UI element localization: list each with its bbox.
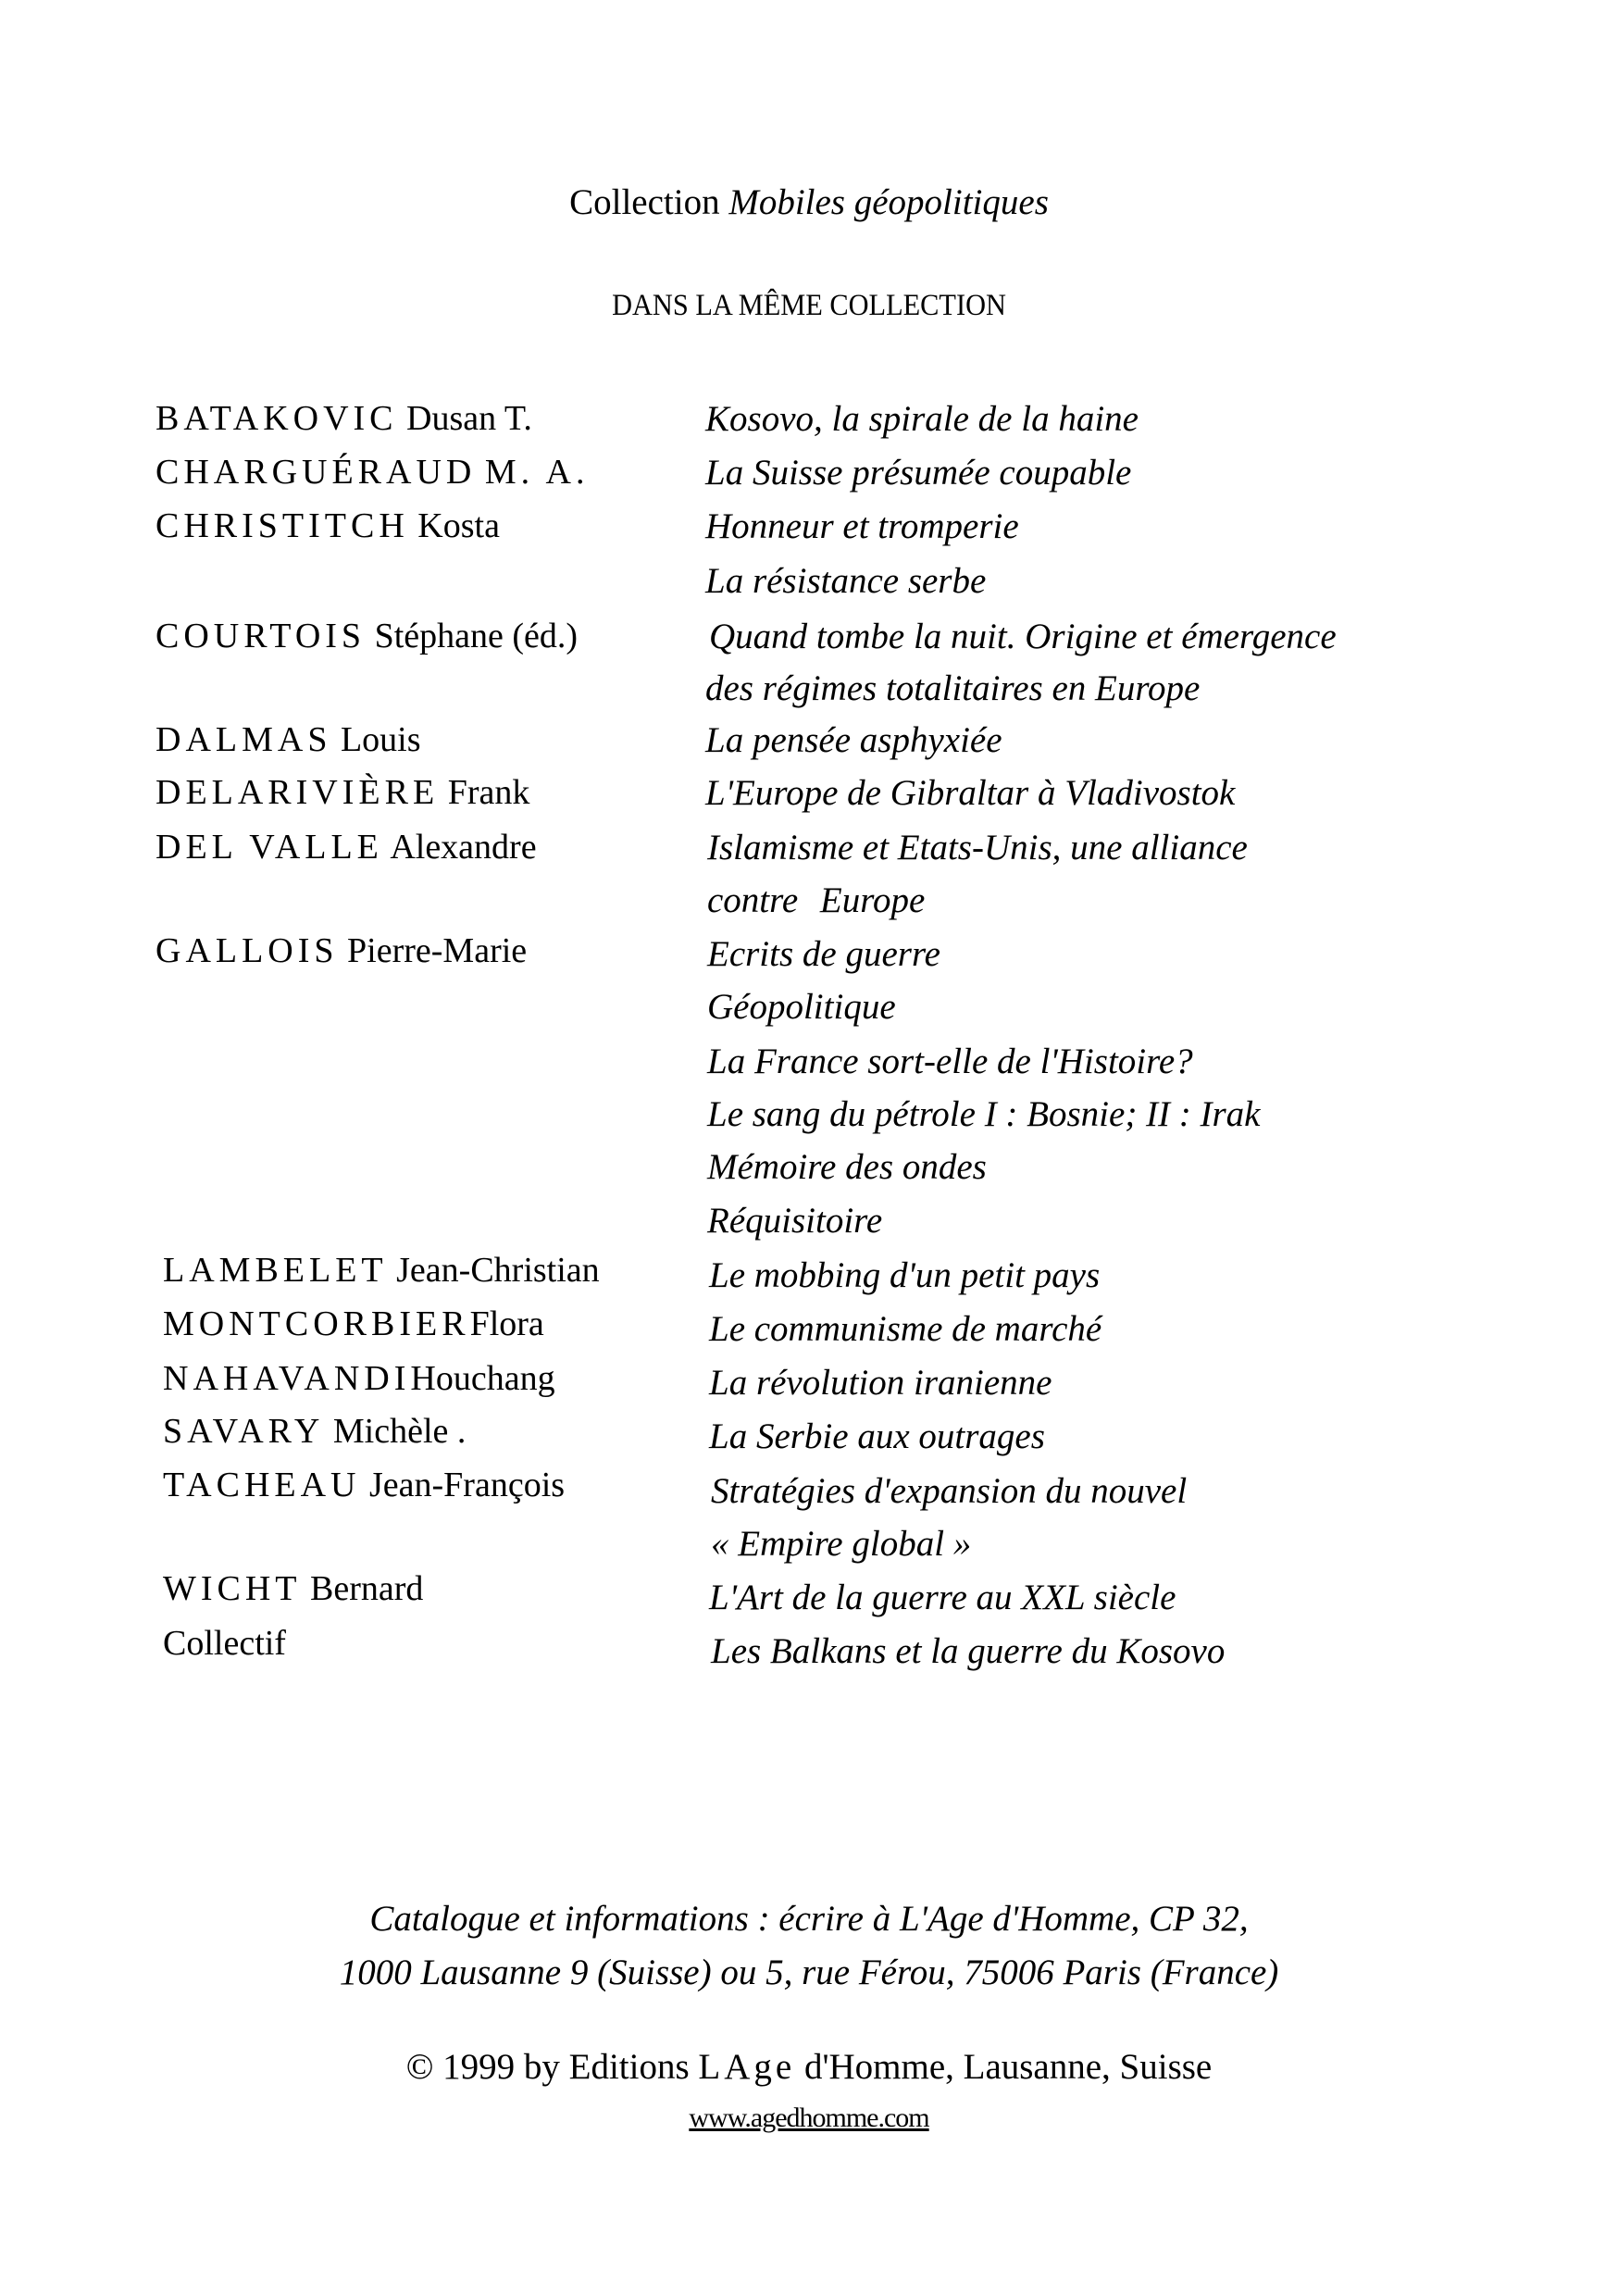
book-title: « Empire global »	[711, 1524, 972, 1564]
book-title: Le communisme de marché	[709, 1309, 1102, 1349]
author-surname: DEL VALLE	[156, 828, 383, 867]
copyright-publisher: LAge	[698, 2047, 796, 2087]
author-surname: COURTOIS	[156, 617, 367, 655]
author-entry	[163, 1358, 555, 1399]
author-given-name: Dusan T.	[406, 399, 532, 438]
book-title: Le sang du pétrole I : Bosnie; II : Irak	[707, 1094, 1261, 1134]
author-entry	[163, 1623, 286, 1664]
author-surname: MONTCORBIER	[163, 1304, 470, 1343]
book-title: L'Art de la guerre au XXL siècle	[709, 1578, 1176, 1617]
copyright-suffix: d'Homme, Lausanne, Suisse	[803, 2047, 1213, 2087]
book-title: Ecrits de guerre	[707, 934, 940, 974]
same-collection-heading: DANS LA MÊME COLLECTION	[612, 289, 1006, 322]
book-title: La Suisse présumée coupable	[705, 453, 1132, 493]
author-entry	[156, 827, 537, 867]
author-entry	[163, 1568, 423, 1609]
author-given-name: Bernard	[310, 1569, 424, 1608]
author-surname: NAHAVANDI	[163, 1359, 411, 1398]
author-entry	[163, 1250, 600, 1291]
author-given-name: Flora	[469, 1304, 544, 1343]
author-entry	[156, 616, 578, 656]
book-title: La résistance serbe	[705, 561, 987, 601]
author-given-name: Kosta	[417, 506, 500, 545]
author-given-name: Alexandre	[390, 828, 537, 867]
author-entry	[156, 505, 500, 546]
author-surname: TACHEAU	[163, 1466, 361, 1504]
book-title: L'Europe de Gibraltar à Vladivostok	[705, 773, 1236, 813]
author-given-name: Houchang	[410, 1359, 555, 1398]
author-entry	[156, 719, 421, 760]
author-surname: SAVARY	[163, 1412, 325, 1451]
author-given-name: M. A.	[484, 453, 590, 492]
book-title: Mémoire des ondes	[707, 1147, 987, 1187]
author-surname: CHARGUÉRAUD	[156, 453, 477, 492]
author-entry	[156, 772, 529, 813]
author-surname: WICHT	[163, 1569, 302, 1608]
author-entry	[163, 1465, 565, 1505]
author-surname: CHRISTITCH	[156, 506, 409, 545]
author-given-name: Frank	[447, 773, 530, 812]
book-title: Kosovo, la spirale de la haine	[705, 399, 1139, 439]
book-title: Réquisitoire	[707, 1201, 883, 1241]
catalog-info-line: 1000 Lausanne 9 (Suisse) ou 5, rue Férou, 75006 Paris (France)	[339, 1953, 1279, 1992]
book-title: Islamisme et Etats-Unis, une alliance	[707, 828, 1248, 867]
author-given-name: Collectif	[163, 1624, 286, 1663]
catalog-info-line: Catalogue et informations : écrire à L'Age d'Homme, CP 32,	[369, 1899, 1249, 1939]
author-surname: DALMAS	[156, 720, 332, 759]
author-entry	[156, 398, 532, 439]
copyright-notice	[0, 2046, 1618, 2088]
book-title: des régimes totalitaires en Europe	[705, 668, 1201, 708]
author-given-name: Michèle .	[332, 1412, 467, 1451]
author-given-name: Louis	[340, 720, 421, 759]
author-given-name: Stéphane (éd.)	[374, 617, 579, 655]
author-entry	[163, 1304, 544, 1344]
book-title: Géopolitique	[707, 987, 896, 1027]
author-given-name: Jean-François	[369, 1466, 566, 1504]
book-title: Honneur et tromperie	[705, 506, 1019, 546]
book-title: Quand tombe la nuit. Origine et émergence	[709, 617, 1337, 656]
book-title: Les Balkans et la guerre du Kosovo	[711, 1631, 1226, 1671]
author-surname: GALLOIS	[156, 931, 339, 970]
copyright-prefix: © 1999 by Editions	[405, 2047, 690, 2087]
book-title: Stratégies d'expansion du nouvel	[711, 1471, 1188, 1511]
collection-heading	[0, 181, 1618, 223]
book-title: La pensée asphyxiée	[705, 720, 1002, 760]
book-title: contre Europe	[707, 880, 926, 920]
website-link[interactable]: www.agedhomme.com	[689, 2103, 929, 2133]
book-title: La Serbie aux outrages	[709, 1416, 1045, 1456]
author-given-name: Jean-Christian	[396, 1251, 600, 1290]
collection-name: Mobiles géopolitiques	[728, 182, 1049, 222]
author-surname: DELARIVIÈRE	[156, 773, 440, 812]
author-surname: LAMBELET	[163, 1251, 388, 1290]
book-title: Le mobbing d'un petit pays	[709, 1255, 1101, 1295]
author-entry	[156, 930, 527, 971]
author-given-name: Pierre-Marie	[347, 931, 528, 970]
collection-prefix: Collection	[569, 182, 720, 222]
author-entry	[156, 452, 590, 493]
book-title: La révolution iranienne	[709, 1363, 1052, 1403]
author-entry	[163, 1411, 466, 1452]
author-surname: BATAKOVIC	[156, 399, 398, 438]
book-title: La France sort-elle de l'Histoire?	[707, 1042, 1193, 1081]
